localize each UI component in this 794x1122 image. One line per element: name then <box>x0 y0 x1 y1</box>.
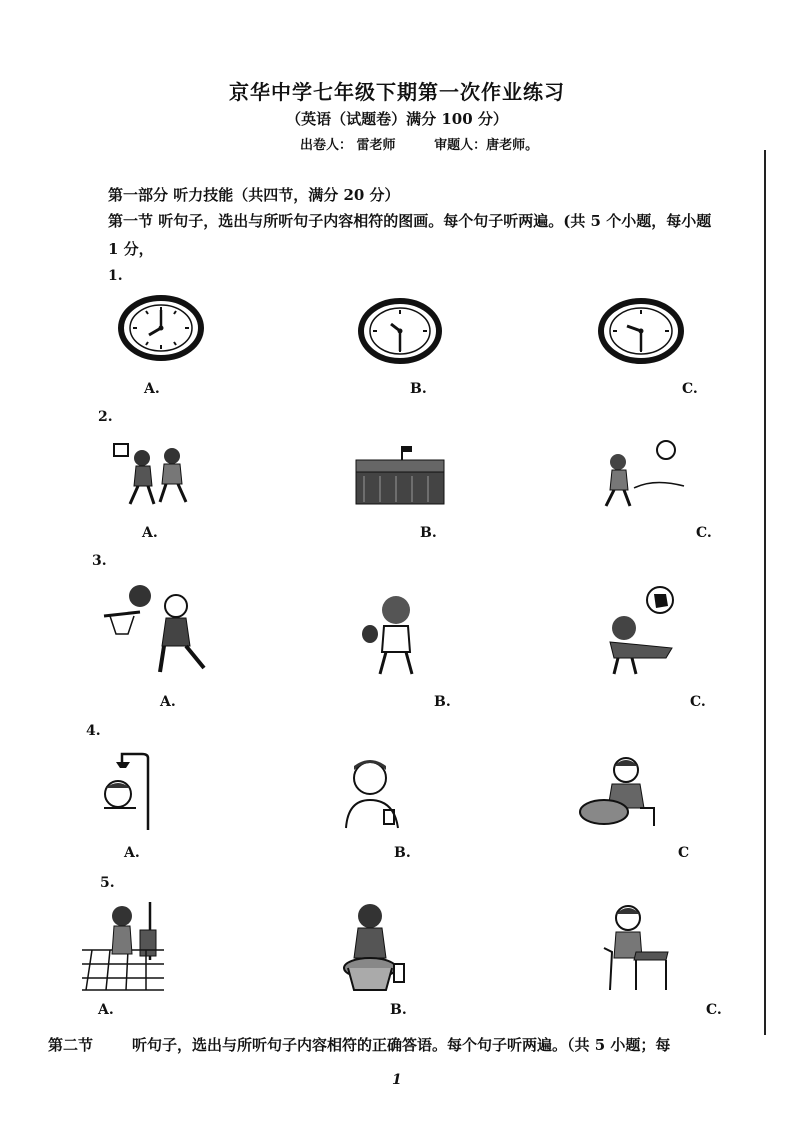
clock-icon <box>118 295 204 361</box>
page-number: 1 <box>392 1072 402 1088</box>
building-icon <box>354 444 446 506</box>
option-label: B. <box>390 1002 407 1018</box>
option-label: C. <box>690 694 706 710</box>
option-label: C. <box>706 1002 722 1018</box>
section2-label: 第二节 <box>48 1036 94 1054</box>
football-icon <box>596 578 692 678</box>
part1-heading: 第一部分 听力技能（共四节，满分 20 分） <box>108 186 400 204</box>
mopping-icon <box>80 900 164 992</box>
boy-walking-icon <box>594 438 686 508</box>
ping-pong-icon <box>360 590 424 678</box>
washing-hands-icon <box>338 902 408 992</box>
question-number: 5. <box>100 875 115 891</box>
option-label: B. <box>410 381 427 397</box>
page-title: 京华中学七年级下期第一次作业练习 <box>229 80 565 104</box>
option-label: A. <box>142 525 158 541</box>
reading-desk-icon <box>600 904 670 992</box>
basketball-icon <box>100 582 214 678</box>
option-label: A. <box>98 1002 114 1018</box>
section2-instruction: 听句子，选出与所听句子内容相符的正确答语。每个句子听两遍。（共 5 小题；每 <box>132 1036 671 1054</box>
question-number: 1. <box>108 268 123 284</box>
children-walking-icon <box>110 438 198 508</box>
option-label: B. <box>434 694 451 710</box>
clock-icon <box>358 298 442 364</box>
option-label: C <box>678 845 690 861</box>
washing-clothes-icon <box>576 754 656 830</box>
question-number: 3. <box>92 553 107 569</box>
option-label: C. <box>696 525 712 541</box>
option-label: A. <box>144 381 160 397</box>
section1-instruction-line2: 1 分， <box>108 240 154 258</box>
option-label: A. <box>124 845 140 861</box>
option-label: A. <box>160 694 176 710</box>
option-label: B. <box>420 525 437 541</box>
brushing-teeth-icon <box>340 756 410 830</box>
clock-icon <box>598 298 684 364</box>
question-number: 2. <box>98 409 113 425</box>
option-label: C. <box>682 381 698 397</box>
shower-icon <box>96 752 158 832</box>
author-label: 出卷人： 雷老师 <box>300 138 396 153</box>
question-number: 4. <box>86 723 101 739</box>
margin-line <box>764 150 766 1035</box>
option-label: B. <box>394 845 411 861</box>
page-subtitle: （英语（试题卷）满分 100 分） <box>286 110 508 128</box>
reviewer-label: 审题人：唐老师。 <box>434 138 539 153</box>
author-line <box>300 134 572 153</box>
section1-instruction-line1: 第一节 听句子，选出与所听句子内容相符的图画。每个句子听两遍。(共 5 个小题，每小题 <box>108 212 712 230</box>
